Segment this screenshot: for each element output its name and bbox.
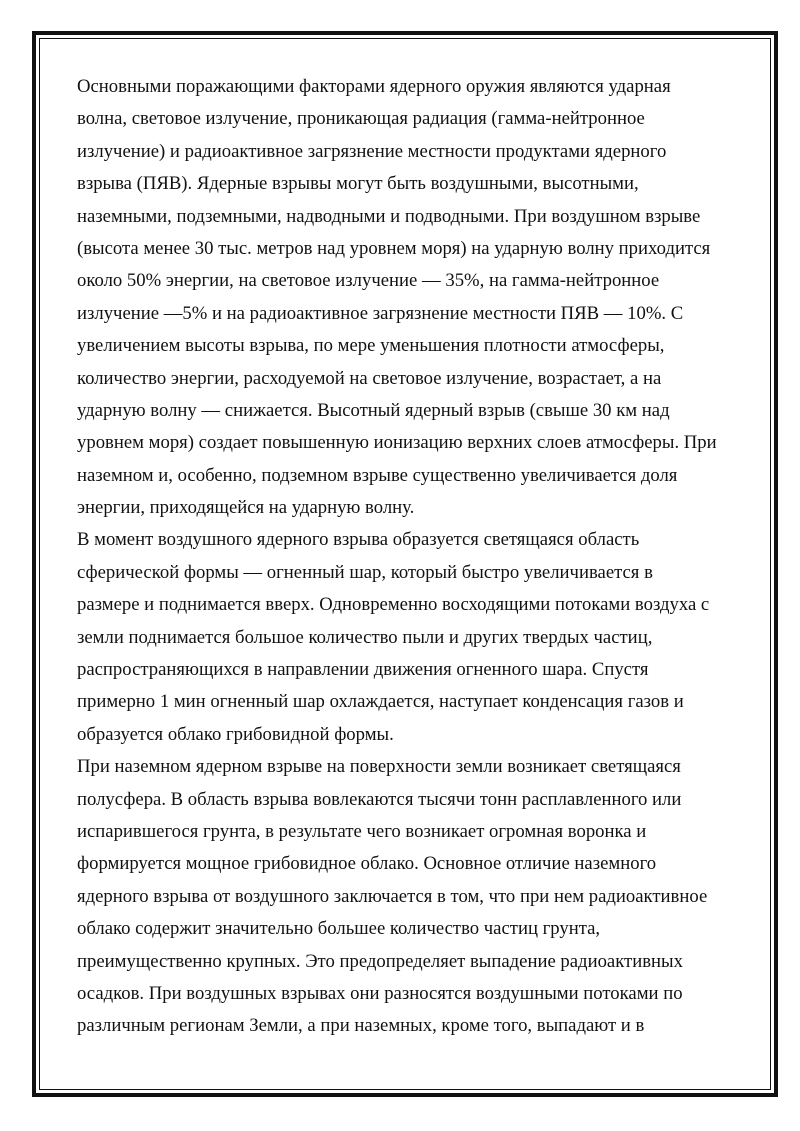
text-line: Основными поражающими факторами ядерного оружия являются ударная xyxy=(77,76,671,97)
text-line: наземными, подземными, надводными и подводными. При воздушном взрыве xyxy=(77,205,701,227)
text-line: примерно 1 мин огненный шар охлаждается, наступает конденсация газов и xyxy=(77,691,684,713)
text-line: увеличением высоты взрыва, по мере уменьшения плотности атмосферы, xyxy=(77,335,665,357)
text-line: размере и поднимается вверх. Одновременно восходящими потоками воздуха с xyxy=(77,594,710,616)
text-line: ядерного взрыва от воздушного заключается в том, что при нем радиоактивное xyxy=(77,885,708,907)
document-body xyxy=(77,71,727,1043)
text-line: осадков. При воздушных взрывах они разносятся воздушными потоками по xyxy=(77,982,683,1004)
text-line: количество энергии, расходуемой на световое излучение, возрастает, а на xyxy=(77,367,662,389)
text-line: энергии, приходящейся на ударную волну. xyxy=(77,497,415,519)
text-line: излучение) и радиоактивное загрязнение местности продуктами ядерного xyxy=(77,140,667,162)
text-line: формируется мощное грибовидное облако. Основное отличие наземного xyxy=(77,853,657,875)
text-line: (высота менее 30 тыс. метров над уровнем моря) на ударную волну приходится xyxy=(77,237,711,259)
text-line: излучение —5% и на радиоактивное загрязнение местности ПЯВ — 10%. С xyxy=(77,302,684,324)
text-line: ударную волну — снижается. Высотный ядерный взрыв (свыше 30 км над xyxy=(77,399,670,421)
text-line: преимущественно крупных. Это предопределяет выпадение радиоактивных xyxy=(77,950,683,972)
text-line: испарившегося грунта, в результате чего возникает огромная воронка и xyxy=(77,820,647,842)
text-line: облако содержит значительно большее количество частиц грунта, xyxy=(77,918,601,940)
text-line: распространяющихся в направлении движения огненного шара. Спустя xyxy=(77,659,649,681)
text-line: наземном и, особенно, подземном взрыве существенно увеличивается доля xyxy=(77,464,678,486)
text-line: В момент воздушного ядерного взрыва образуется светящаяся область xyxy=(77,529,640,551)
text-line: различным регионам Земли, а при наземных, кроме того, выпадают и в xyxy=(77,1015,645,1037)
text-line: образуется облако грибовидной формы. xyxy=(77,723,394,745)
text-line: волна, световое излучение, проникающая радиация (гамма-нейтронное xyxy=(77,108,645,130)
text-line: При наземном ядерном взрыве на поверхности земли возникает светящаяся xyxy=(77,756,681,778)
text-line: уровнем моря) создает повышенную ионизацию верхних слоев атмосферы. При xyxy=(77,432,717,454)
text-line: около 50% энергии, на световое излучение — 35%, на гамма-нейтронное xyxy=(77,270,660,292)
text-line: сферической формы — огненный шар, который быстро увеличивается в xyxy=(77,561,653,583)
text-line: полусфера. В область взрыва вовлекаются тысячи тонн расплавленного или xyxy=(77,788,682,810)
text-line: взрыва (ПЯВ). Ядерные взрывы могут быть воздушными, высотными, xyxy=(77,173,639,195)
text-line: земли поднимается большое количество пыли и других твердых частиц, xyxy=(77,626,653,648)
